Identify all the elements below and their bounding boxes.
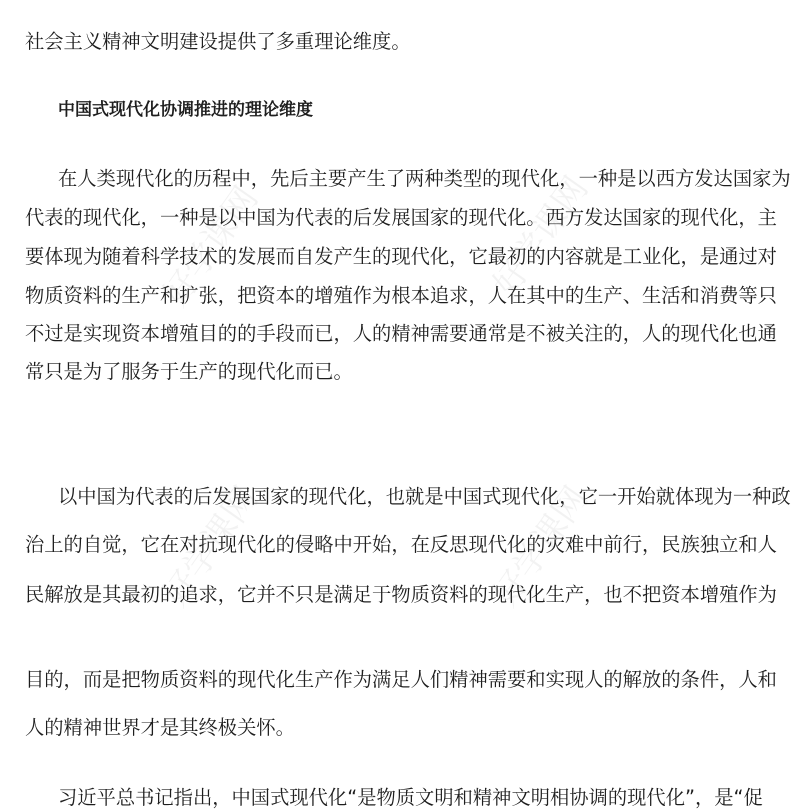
watermark-text: 好学课网 (155, 479, 267, 614)
watermark-text: 好学课网 (155, 179, 267, 314)
paragraph-line: 物质资料的生产和扩张，把资本的增殖作为根本追求，人在其中的生产、生活和消费等只 (25, 284, 777, 307)
paragraph-line: 治上的自觉，它在对抗现代化的侵略中开始，在反思现代化的灾难中前行，民族独立和人 (25, 533, 777, 556)
section-heading: 中国式现代化协调推进的理论维度 (58, 100, 313, 120)
paragraph-line: 在人类现代化的历程中，先后主要产生了两种类型的现代化，一种是以西方发达国家为 (58, 167, 791, 190)
paragraph-line: 代表的现代化，一种是以中国为代表的后发展国家的现代化。西方发达国家的现代化，主 (25, 206, 777, 229)
paragraph-line: 人的精神世界才是其终极关怀。 (25, 716, 295, 739)
paragraph-line: 常只是为了服务于生产的现代化而已。 (25, 360, 353, 383)
paragraph-line: 社会主义精神文明建设提供了多重理论维度。 (25, 30, 411, 53)
paragraph-line: 目的，而是把物质资料的现代化生产作为满足人们精神需要和实现人的解放的条件，人和 (25, 668, 777, 691)
paragraph-line: 不过是实现资本增殖目的的手段而已，人的精神需要通常是不被关注的，人的现代化也通 (25, 322, 777, 345)
paragraph-line: 民解放是其最初的追求，它并不只是满足于物质资料的现代化生产，也不把资本增殖作为 (25, 583, 777, 606)
watermark-text: 好学课网 (485, 479, 597, 614)
paragraph-line: 以中国为代表的后发展国家的现代化，也就是中国式现代化，它一开始就体现为一种政 (58, 485, 791, 508)
paragraph-line: 习近平总书记指出，中国式现代化“是物质文明和精神文明相协调的现代化”，是“促 (58, 786, 763, 809)
watermark-text: 好学课网 (485, 169, 597, 304)
paragraph-line: 要体现为随着科学技术的发展而自发产生的现代化，它最初的内容就是工业化，是通过对 (25, 245, 777, 268)
